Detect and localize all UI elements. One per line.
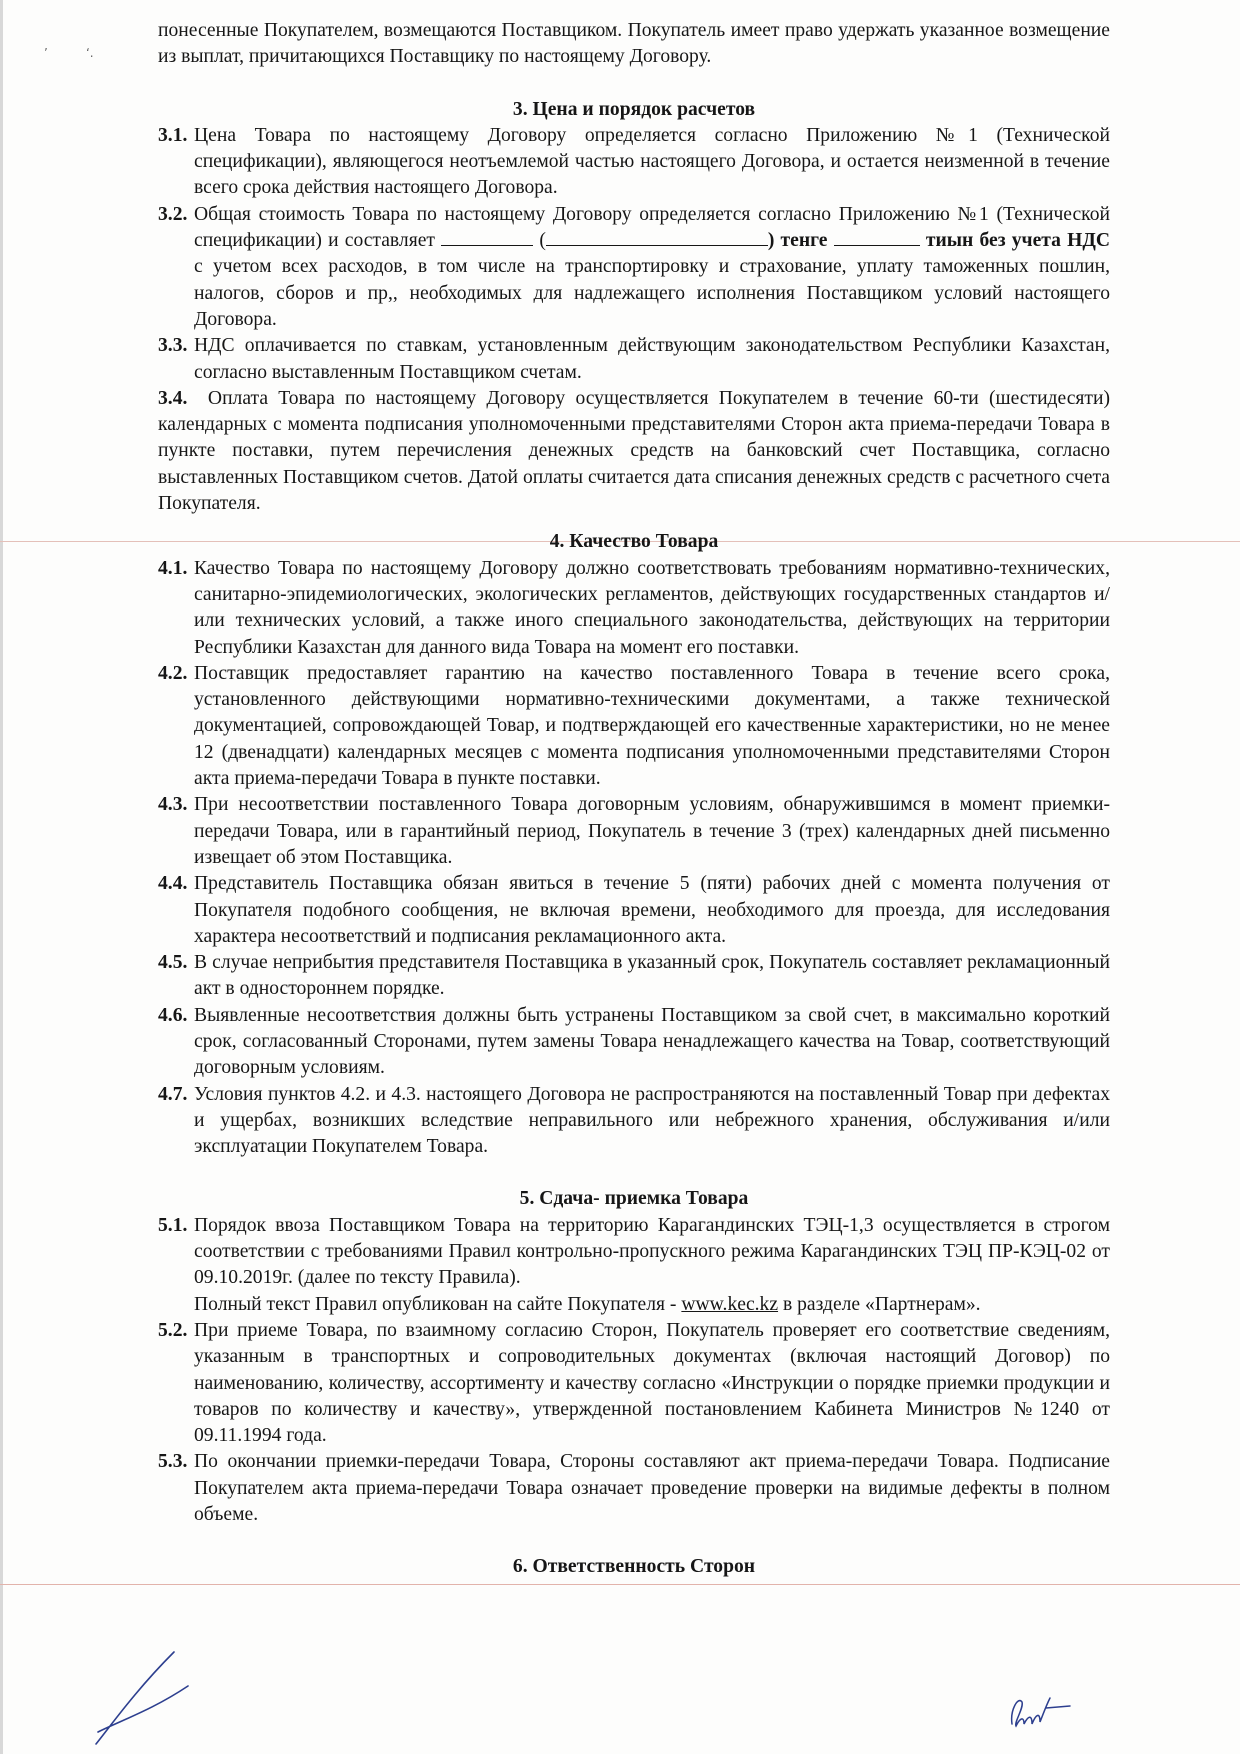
paren-open: (	[539, 230, 546, 252]
amount-blank	[441, 228, 533, 246]
fold-line-bottom	[0, 1584, 1240, 1585]
clause-4-6	[158, 1003, 1110, 1082]
clause-3-1	[158, 123, 1110, 202]
clause-number: 3.4.	[158, 387, 188, 409]
clause-4-3	[158, 792, 1110, 871]
section-4-title: 4. Качество Товара	[549, 531, 719, 553]
clause-4-7	[158, 1082, 1110, 1161]
intro-paragraph: понесенные Покупателем, возмещаются Поставщиком. Покупатель имеет право удержать указанное возмещение из выплат, причитающихся Поставщику по настоящему Договору.	[158, 20, 1110, 68]
clause-text: Поставщик предоставляет гарантию на качество поставленного Товара в течение всего срока, установленного действующими нормативно-техническими документами, а также технической документацией, сопровождающей Товар, и подтверждающей его качественные характеристики, но не менее 12 (двенадцати) календарных месяцев с момента подписания уполномоченными представителями Сторон акта приема-передачи Товара в пункте поставки.	[194, 662, 1110, 790]
clause-text: При приеме Товара, по взаимному согласию Сторон, Покупатель проверяет его соответствие сведениям, указанным в транспортных и сопроводительных документах (включая настоящий Договор) по наименованию, количеству, ассортименту и качеству согласно «Инструкции о порядке приемки продукции и товаров по количеству и качеству», утвержденной постановлением Кабинета Министров №1240 от 09.11.1994 года.	[194, 1319, 1110, 1447]
amount-words-blank	[546, 228, 768, 246]
clause-text-part: Порядок ввоза Поставщиком Товара на территорию Карагандинских ТЭЦ-1,3 осуществляется в строгом соответствии с требованиями Правил контрольно-пропускного режима Карагандинских ТЭЦ ПР-КЭЦ-02 от 09.10.2019г. (далее по тексту Правила).	[194, 1214, 1110, 1289]
clause-text: Условия пунктов 4.2. и 4.3. настоящего Договора не распространяются на поставленный Товар при дефектах и ущербах, возникших вследствие неправильного или небрежного хранения, обслуживания и/или эксплуатации Покупателем Товара.	[194, 1083, 1110, 1158]
scan-specks: ’ ‘.	[44, 46, 94, 60]
clause-3-3	[158, 333, 1110, 386]
clause-text-part: Общая стоимость Товара по настоящему Договору определяется согласно Приложению №1 (Технической спецификации) и составляет	[194, 203, 1110, 252]
clause-number: 4.3.	[158, 794, 188, 816]
clause-text: НДС оплачивается по ставкам, установленным действующим законодательством Республики Казахстан, согласно выставленным Поставщиком счетам.	[194, 335, 1110, 383]
clause-number: 4.2.	[158, 662, 188, 684]
clause-5-3	[158, 1449, 1110, 1528]
clause-text: Оплата Товара по настоящему Договору осуществляется Покупателем в течение 60-ти (шестидесяти) календарных с момента подписания уполномоченными представителями Сторон акта приема-передачи Товара в пункте поставки, путем перечисления денежных средств на банковский счет Поставщика, согласно выставленных Поставщиком счетов. Датой оплаты считается дата списания денежных средств с расчетного счета Покупателя.	[158, 387, 1110, 515]
clause-4-1	[158, 556, 1110, 661]
clause-4-4	[158, 871, 1110, 950]
clause-number: 5.2.	[158, 1319, 188, 1341]
clause-text-part: в разделе «Партнерам».	[782, 1293, 981, 1315]
clause-number: 3.1.	[158, 124, 188, 146]
currency-label: ) тенге	[767, 230, 828, 252]
clause-text-part: с учетом всех расходов, в том числе на транспортировку и страхование, уплату таможенных пошлин, налогов, сборов и пр,, необходимых для надлежащего исполнения Поставщиком условий настоящего Договора.	[194, 256, 1110, 330]
clause-number: 4.7.	[158, 1083, 188, 1105]
clause-text	[194, 1213, 1110, 1318]
clause-text: При несоответствии поставленного Товара договорным условиям, обнаружившимся в момент приемки-передачи Товара, или в гарантийный период, Покупатель в течение 3 (трех) календарных дней письменно извещает об этом Поставщика.	[194, 794, 1110, 868]
clause-5-1	[158, 1213, 1110, 1318]
contract-text	[158, 18, 1110, 1581]
clause-text-part: Полный текст Правил опубликован на сайте Покупателя -	[194, 1293, 677, 1315]
tiyn-blank	[834, 228, 920, 246]
clause-3-4	[158, 386, 1110, 517]
clause-3-2	[158, 202, 1110, 333]
clause-number: 4.1.	[158, 557, 188, 579]
clause-5-2	[158, 1318, 1110, 1449]
signature-left	[92, 1640, 202, 1750]
clause-number: 4.5.	[158, 952, 188, 974]
clause-text: Цена Товара по настоящему Договору определяется согласно Приложению №1 (Технической спецификации), являющегося неотъемлемой частью настоящего Договора, и остается неизменной в течение всего срока действия настоящего Договора.	[194, 124, 1110, 199]
clause-text: Качество Товара по настоящему Договору должно соответствовать требованиям нормативно-технических, санитарно-эпидемиологических, экологических регламентов, действующих государственных стандартов и/или технических условий, а также иного специального законодательства, действующих на территории Республики Казахстан для данного вида Товара на момент его поставки.	[194, 557, 1110, 658]
clause-number: 5.1.	[158, 1214, 188, 1236]
clause-text: В случае неприбытия представителя Поставщика в указанный срок, Покупатель составляет рекламационный акт в одностороннем порядке.	[194, 952, 1110, 1000]
scan-edge	[0, 0, 3, 1754]
clause-text	[194, 202, 1110, 333]
clause-number: 5.3.	[158, 1451, 188, 1473]
section-5-title: 5. Сдача- приемка Товара	[519, 1188, 749, 1210]
clause-number: 4.6.	[158, 1004, 188, 1026]
clause-text: Выявленные несоответствия должны быть устранены Поставщиком за свой счет, в максимально короткий срок, согласованный Сторонами, путем замены Товара ненадлежащего качества на Товар, соответствующий договорным условиям.	[194, 1004, 1110, 1079]
signature-right	[1000, 1688, 1080, 1732]
clause-number: 3.3.	[158, 335, 188, 357]
vat-note: тиын без учета НДС	[925, 230, 1111, 252]
clause-text: По окончании приемки-передачи Товара, Стороны составляют акт приема-передачи Товара. Подписание Покупателем акта приема-передачи Товара означает проведение проверки на видимые дефекты в полном объеме.	[194, 1451, 1110, 1526]
website-link[interactable]: www.kec.kz	[681, 1293, 779, 1315]
section-6-title: 6. Ответственность Сторон	[512, 1556, 756, 1578]
section-3-title: 3. Цена и порядок расчетов	[512, 98, 756, 120]
clause-number: 3.2.	[158, 203, 188, 225]
clause-number: 4.4.	[158, 873, 188, 895]
clause-4-5	[158, 950, 1110, 1003]
clause-4-2	[158, 661, 1110, 792]
clause-text: Представитель Поставщика обязан явиться в течение 5 (пяти) рабочих дней с момента получения от Покупателя подобного сообщения, не включая времени, необходимого для проезда, для исследования характера несоответствий и подписания рекламационного акта.	[194, 873, 1110, 947]
